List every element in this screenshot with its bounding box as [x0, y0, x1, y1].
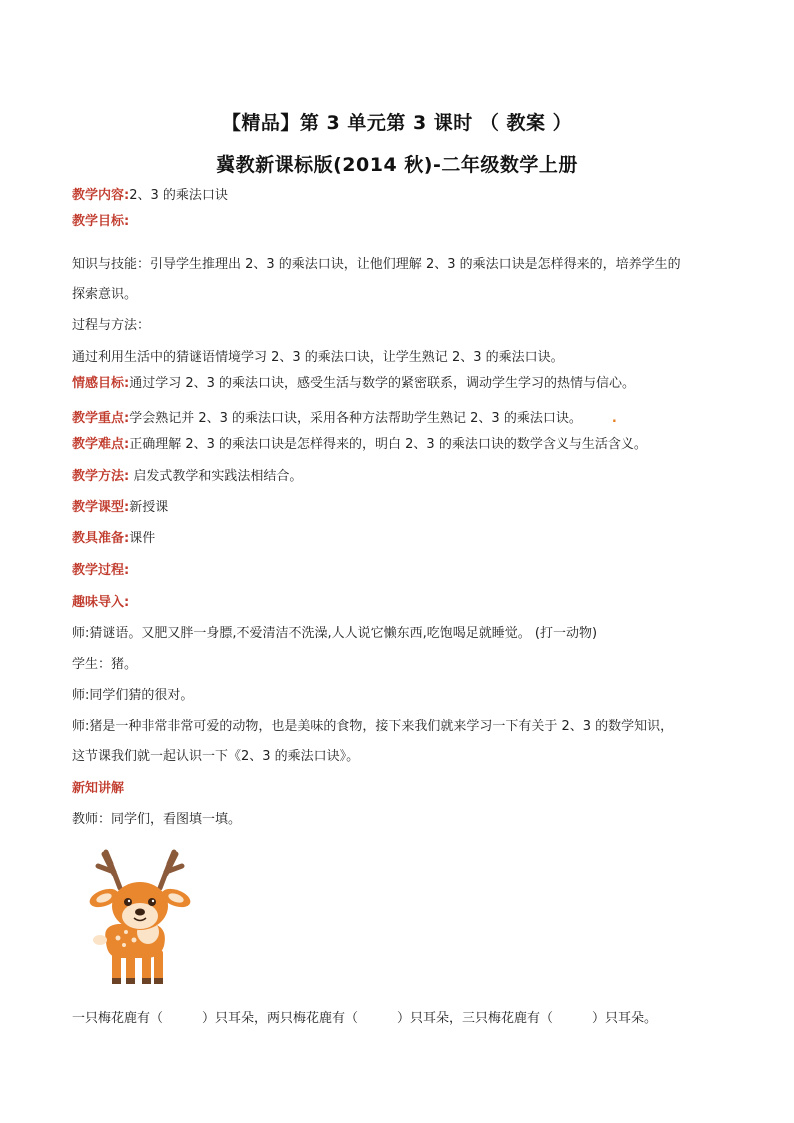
procedure-row: [72, 562, 129, 580]
objectives-row: [72, 213, 129, 231]
knowledge-line-1: 知识与技能：引导学生推理出 2、3 的乘法口诀，让他们理解 2、3 的乘法口诀是怎样得来的，培养学生的: [72, 257, 681, 272]
difficulty-label: 教学难点:: [72, 437, 130, 452]
emotion-row: [72, 375, 635, 393]
difficulty-text: 正确理解 2、3 的乘法口诀是怎样得来的，明白 2、3 的乘法口诀的数学含义与生活含义。: [129, 437, 647, 452]
new-knowledge-teacher: 教师：同学们，看图填一填。: [72, 812, 242, 827]
new-knowledge-label: 新知讲解: [72, 781, 125, 796]
process-method-text: 通过利用生活中的猜谜语情境学习 2、3 的乘法口诀，让学生熟记 2、3 的乘法口诀。: [72, 350, 564, 365]
intro-teacher-3-line-2: 这节课我们就一起认识一下《2、3 的乘法口诀》。: [72, 749, 360, 764]
emotion-label: 情感目标:: [72, 376, 130, 391]
content-text: 2、3 的乘法口诀: [129, 188, 228, 203]
lesson-type-label: 教学课型:: [72, 500, 130, 515]
method-row: [72, 468, 302, 486]
key-point-mark: .: [611, 411, 617, 426]
key-point-label: 教学重点:: [72, 411, 130, 426]
new-knowledge-row: [72, 780, 124, 798]
intro-teacher-1: 师:猜谜语。又肥又胖一身膘,不爱清洁不洗澡,人人说它懒东西,吃饱喝足就睡觉。 (打一动物): [72, 626, 598, 641]
intro-row: [72, 594, 129, 612]
process-method-heading: 过程与方法：: [72, 318, 151, 333]
objectives-label: 教学目标:: [72, 214, 130, 229]
materials-text: 课件: [129, 531, 156, 546]
materials-label: 教具准备:: [72, 531, 130, 546]
new-knowledge-question: 一只梅花鹿有（ ）只耳朵，两只梅花鹿有（ ）只耳朵，三只梅花鹿有（ ）只耳朵。: [72, 1011, 658, 1026]
title-line-1: 【精品】第 3 单元第 3 课时 （ 教案 ）: [221, 112, 573, 134]
intro-teacher-3-line-1: 师:猪是一种非常非常可爱的动物，也是美味的食物，接下来我们就来学习一下有关于 2、3 的数学知识，: [72, 719, 674, 734]
difficulty-row: [72, 436, 647, 454]
content-row: [72, 187, 228, 205]
lesson-type-text: 新授课: [129, 500, 169, 515]
intro-label: 趣味导入:: [72, 595, 130, 610]
method-label: 教学方法:: [72, 469, 130, 484]
knowledge-line-2: 探索意识。: [72, 287, 138, 302]
emotion-text: 通过学习 2、3 的乘法口诀，感受生活与数学的紧密联系，调动学生学习的热情与信心。: [129, 376, 636, 391]
content-label: 教学内容:: [72, 188, 130, 203]
method-text: 启发式教学和实践法相结合。: [129, 469, 303, 484]
procedure-label: 教学过程:: [72, 563, 130, 578]
key-point-row: [72, 410, 617, 428]
lesson-type-row: [72, 499, 168, 517]
title-line-2: 冀教新课标版(2014 秋)-二年级数学上册: [216, 154, 578, 176]
key-point-text: 学会熟记并 2、3 的乘法口诀，采用各种方法帮助学生熟记 2、3 的乘法口诀。: [129, 411, 582, 426]
intro-student-1: 学生：猪。: [72, 657, 138, 672]
deer-illustration: [84, 848, 196, 993]
materials-row: [72, 530, 155, 548]
intro-teacher-2: 师:同学们猜的很对。: [72, 688, 194, 703]
